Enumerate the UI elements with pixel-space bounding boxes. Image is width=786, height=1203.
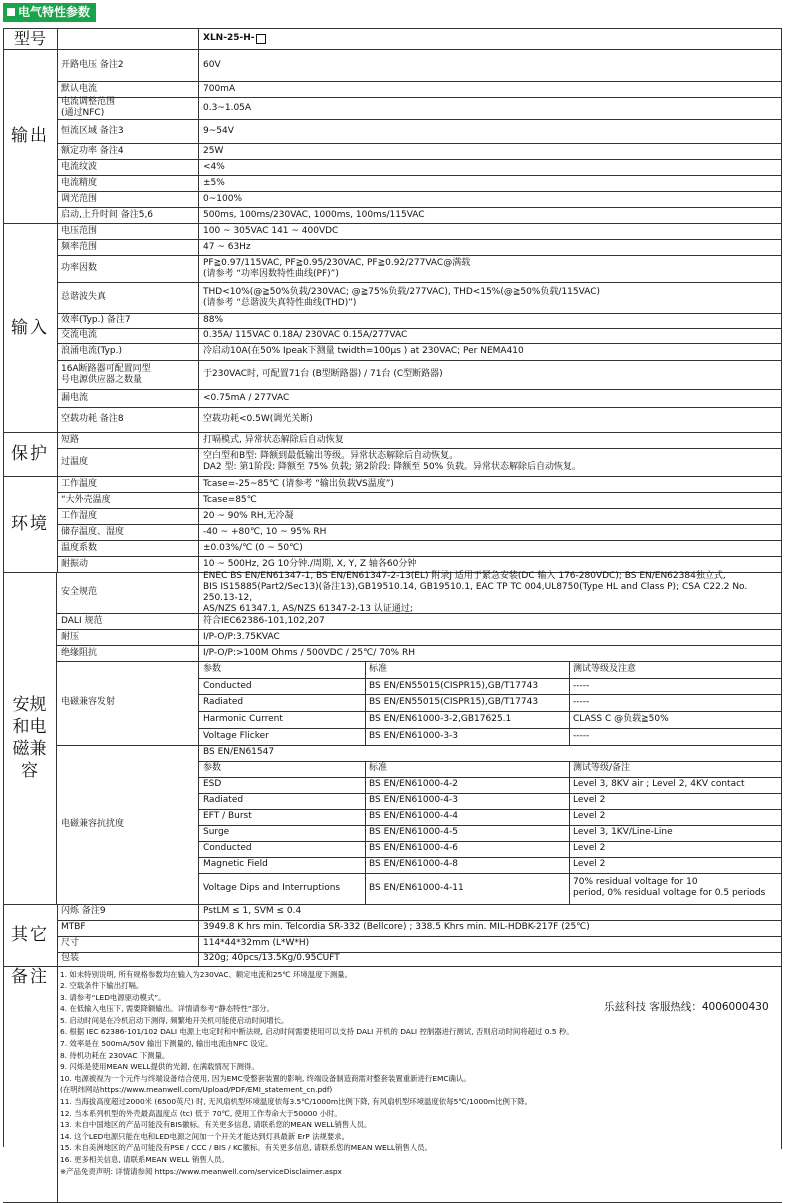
model-label: 型号 bbox=[3, 28, 58, 49]
row-label: 默认电流 bbox=[61, 83, 98, 94]
row-label: 耐振动 bbox=[61, 558, 89, 569]
ems-cell: Voltage Dips and Interruptions bbox=[203, 882, 341, 893]
ems-cell: Conducted bbox=[203, 843, 252, 853]
row-value: THD<10%(@≧50%负载/230VAC; @≧75%负载/277VAC), THD<15%(@≧50%负载/115VAC) (请参考 “总谐波失真特性曲线(THD)”) bbox=[203, 286, 600, 308]
divider bbox=[365, 809, 366, 825]
row-label: 短路 bbox=[61, 434, 80, 445]
divider bbox=[569, 825, 570, 841]
row-value: 320g; 40pcs/13.5Kg/0.95CUFT bbox=[203, 953, 340, 963]
divider bbox=[198, 432, 199, 476]
category-environment: 环境 bbox=[3, 476, 58, 572]
category-output: 输出 bbox=[3, 49, 58, 223]
section-divider bbox=[3, 966, 782, 967]
row-value: PstLM ≤ 1, SVM ≤ 0.4 bbox=[203, 906, 302, 916]
divider bbox=[569, 777, 570, 793]
ems-header-cell: 参数 bbox=[203, 763, 222, 773]
row-label: 功率因数 bbox=[61, 263, 98, 273]
ems-cell: BS EN/EN61000-4-8 bbox=[369, 859, 459, 869]
ems-header-cell: 标准 bbox=[369, 763, 388, 773]
emi-label: 电磁兼容发射 bbox=[61, 697, 116, 708]
divider bbox=[569, 761, 570, 777]
row-label: 尺寸 bbox=[61, 938, 80, 948]
row-divider bbox=[198, 793, 782, 794]
row-value: 符合IEC62386-101,102,207 bbox=[203, 615, 325, 626]
ems-cell: Level 3, 8KV air ; Level 2, 4KV contact bbox=[573, 779, 745, 789]
ems-cell: Level 2 bbox=[573, 859, 606, 869]
emi-cell: CLASS C @负载≧50% bbox=[573, 713, 669, 724]
row-value: 空载功耗<0.5W(调光关断) bbox=[203, 414, 313, 424]
row-value: 打嗝模式, 异常状态解除后自动恢复 bbox=[203, 434, 344, 445]
note-item: 10. 电源被视为一个元件与终端设备结合使用, 因为EMC受整套装置的影响, 终端设备制造商需对整套装置重新进行EMC确认。 bbox=[60, 1073, 471, 1083]
note-item: 1. 如未特别说明, 所有规格参数均在输入为230VAC、额定电流和25℃ 环境温度下测量。 bbox=[60, 969, 353, 979]
note-item: 5. 启动时间是在冷机启动下测得, 频繁地开关机可能使启动时间增长。 bbox=[60, 1015, 289, 1025]
ems-cell: Surge bbox=[203, 827, 230, 837]
ems-label: 电磁兼容抗扰度 bbox=[61, 818, 125, 829]
ems-cell: BS EN/EN61000-4-3 bbox=[369, 795, 459, 805]
row-label: 包装 bbox=[61, 953, 80, 963]
section-title: 电气特性参数 bbox=[18, 5, 91, 19]
row-value: 0.3~1.05A bbox=[203, 102, 252, 113]
ems-standard: BS EN/EN61547 bbox=[203, 747, 275, 757]
row-value: I/P-O/P:>100M Ohms / 500VDC / 25℃/ 70% RH bbox=[203, 647, 415, 658]
divider bbox=[365, 793, 366, 809]
square-icon bbox=[7, 8, 15, 16]
divider bbox=[365, 857, 366, 873]
row-label: 电压范围 bbox=[61, 225, 98, 236]
row-label: 调光范围 bbox=[61, 193, 98, 204]
note-item: 4. 在低输入电压下, 需要降额输出。详情请参考“静态特性”部分。 bbox=[60, 1004, 274, 1014]
row-value: 700mA bbox=[203, 83, 236, 94]
row-label: 工作湿度 bbox=[61, 510, 98, 521]
row-value: 88% bbox=[203, 315, 224, 325]
divider bbox=[365, 825, 366, 841]
category-safety: 安规和电磁兼容 bbox=[3, 572, 57, 904]
ems-cell: BS EN/EN61000-4-4 bbox=[369, 811, 459, 821]
row-label: 储存温度、湿度 bbox=[61, 526, 125, 537]
section-header bbox=[3, 3, 96, 22]
divider bbox=[569, 873, 570, 904]
divider bbox=[365, 661, 366, 745]
row-value: 60V bbox=[203, 59, 221, 70]
row-label: DALI 规范 bbox=[61, 615, 103, 626]
row-label: 恒流区域 备注3 bbox=[61, 125, 124, 136]
row-label: 交流电流 bbox=[61, 330, 98, 340]
divider bbox=[57, 966, 58, 1203]
row-value: 25W bbox=[203, 145, 224, 156]
emi-cell: BS EN/EN55015(CISPR15),GB/T17743 bbox=[369, 697, 539, 708]
row-value: 0.35A/ 115VAC 0.18A/ 230VAC 0.15A/277VAC bbox=[203, 330, 408, 340]
row-label: 16A断路器可配置同型 号电源供应器之数量 bbox=[61, 363, 151, 385]
note-item: 13. 未自中国地区的产品可能没有BIS徽标。有关更多信息, 请联系您的MEAN WELL销售人员。 bbox=[60, 1120, 372, 1130]
row-value: 114*44*32mm (L*W*H) bbox=[203, 938, 310, 948]
emi-header-cell: 标准 bbox=[369, 663, 388, 674]
category-other: 其它 bbox=[3, 904, 58, 966]
service-hotline: 乐兹科技 客服热线：4006000430 bbox=[604, 1001, 769, 1013]
ems-cell: Level 3, 1KV/Line-Line bbox=[573, 827, 673, 837]
emi-cell: ----- bbox=[573, 730, 590, 741]
row-divider bbox=[198, 761, 782, 762]
note-item: 11. 当海拔高度超过2000米 (6500英尺) 时, 无风扇机型环境温度依每3.5℃/1000m比例下降, 有风扇机型环境温度依每5℃/1000m比例下降。 bbox=[60, 1097, 533, 1107]
row-value: 冷启动10A(在50% Ipeak下测量 twidth=100μs ) at 230VAC; Per NEMA410 bbox=[203, 346, 524, 356]
row-divider bbox=[198, 841, 782, 842]
note-item: 2. 空载条件下输出打嗝。 bbox=[60, 981, 144, 991]
row-value: 47 ~ 63Hz bbox=[203, 241, 251, 252]
row-label: 电流纹波 bbox=[61, 161, 98, 172]
note-item: 3. 请参考“LED电源驱动模式”。 bbox=[60, 992, 166, 1002]
row-value: <4% bbox=[203, 161, 225, 172]
row-value: 10 ~ 500Hz, 2G 10分钟./周期, X, Y, Z 轴各60分钟 bbox=[203, 558, 417, 569]
table-border-top bbox=[3, 28, 782, 29]
row-value: Tcase=-25~85℃ (请参考 “输出负载VS温度”) bbox=[203, 478, 394, 489]
row-label: 启动,上升时间 备注5,6 bbox=[61, 209, 154, 220]
row-value: 3949.8 K hrs min. Telcordia SR-332 (Bellcore) ; 338.5 Khrs min. MIL-HDBK-217F (25℃) bbox=[203, 922, 590, 932]
row-value: 100 ~ 305VAC 141 ~ 400VDC bbox=[203, 225, 339, 236]
note-item: ※产品免责声明: 详情请参阅 https://www.meanwell.com/serviceDisclaimer.aspx bbox=[60, 1166, 342, 1176]
row-label: MTBF bbox=[61, 922, 86, 932]
emi-cell: ----- bbox=[573, 680, 590, 691]
row-label: 闪烁 备注9 bbox=[61, 906, 106, 916]
divider bbox=[198, 572, 199, 661]
ems-cell: BS EN/EN61000-4-5 bbox=[369, 827, 459, 837]
divider bbox=[365, 841, 366, 857]
ems-cell: BS EN/EN61000-4-6 bbox=[369, 843, 459, 853]
emi-cell: BS EN/EN61000-3-3 bbox=[369, 730, 459, 741]
ems-cell: BS EN/EN61000-4-11 bbox=[369, 882, 464, 893]
divider bbox=[198, 904, 199, 966]
note-item: 7. 效率是在 500mA/50V 输出下测量的, 输出电流由NFC 设定。 bbox=[60, 1039, 273, 1049]
row-value: 20 ~ 90% RH,无冷凝 bbox=[203, 510, 294, 521]
row-label: “大外壳温度 bbox=[61, 494, 111, 505]
row-label: 频率范围 bbox=[61, 241, 98, 252]
ems-cell: ESD bbox=[203, 779, 222, 789]
ems-cell: Level 2 bbox=[573, 811, 606, 821]
row-value: PF≧0.97/115VAC, PF≧0.95/230VAC, PF≧0.92/277VAC@满载 (请参考 “功率因数特性曲线(PF)”) bbox=[203, 257, 471, 279]
row-value: ±5% bbox=[203, 177, 225, 188]
emi-cell: BS EN/EN55015(CISPR15),GB/T17743 bbox=[369, 680, 539, 691]
emi-header-cell: 参数 bbox=[203, 663, 222, 674]
note-item: 15. 未自美洲地区的产品可能没有PSE / CCC / BIS / KC徽标。有关更多信息, 请联系您的MEAN WELL销售人员。 bbox=[60, 1143, 432, 1153]
row-label: 浪涌电流(Typ.) bbox=[61, 346, 123, 356]
row-value: 0~100% bbox=[203, 193, 242, 204]
row-label: 效率(Typ.) 备注7 bbox=[61, 315, 131, 325]
notes-list bbox=[60, 969, 574, 1178]
row-label: 总谐波失真 bbox=[61, 292, 107, 302]
divider bbox=[569, 661, 570, 745]
emi-cell: BS EN/EN61000-3-2,GB17625.1 bbox=[369, 713, 512, 724]
ems-header-cell: 测试等级/备注 bbox=[573, 763, 631, 773]
ems-cell: EFT / Burst bbox=[203, 811, 252, 821]
row-value: I/P-O/P:3.75KVAC bbox=[203, 631, 280, 642]
row-value: <0.75mA / 277VAC bbox=[203, 392, 290, 403]
ems-cell: BS EN/EN61000-4-2 bbox=[369, 779, 459, 789]
row-label: 额定功率 备注4 bbox=[61, 145, 124, 156]
emi-cell: Voltage Flicker bbox=[203, 730, 269, 741]
row-value: 9~54V bbox=[203, 125, 234, 136]
emi-cell: ----- bbox=[573, 697, 590, 708]
category-protection: 保护 bbox=[3, 432, 58, 476]
row-divider bbox=[198, 825, 782, 826]
row-value: ±0.03%/℃ (0 ~ 50℃) bbox=[203, 542, 303, 553]
row-value: ENEC BS EN/EN61347-1, BS EN/EN61347-2-13(EL) 附录J 适用于紧急安装(DC 输入 176-280VDC); BS EN/EN62384独立式, BIS IS15885(Part2/Sec13)(备注13),GB19510.14, GB19510.1, EAC TP TC 004,UL8750(Type HL and Class P); CSA C22.2 No. 250.13-12, AS/NZS 61347.1, AS/NZS 61347-2-13 认证通过; bbox=[203, 570, 748, 614]
row-value: 于230VAC时, 可配置71台 (B型断路器) / 71台 (C型断路器) bbox=[203, 369, 443, 379]
emi-cell: Conducted bbox=[203, 680, 252, 691]
row-label: 过温度 bbox=[61, 456, 89, 467]
ems-cell: Level 2 bbox=[573, 795, 606, 805]
row-label: 开路电压 备注2 bbox=[61, 59, 124, 70]
category-input: 输入 bbox=[3, 223, 58, 432]
emi-header-cell: 测试等级及注意 bbox=[573, 663, 637, 674]
divider bbox=[569, 793, 570, 809]
divider bbox=[365, 761, 366, 777]
row-divider bbox=[198, 857, 782, 858]
note-item: 8. 待机功耗在 230VAC 下测量。 bbox=[60, 1050, 170, 1060]
model-value: XLN-25-H- bbox=[203, 28, 266, 49]
row-label: 温度系数 bbox=[61, 542, 98, 553]
checkbox-icon bbox=[256, 34, 266, 44]
row-divider bbox=[198, 728, 782, 729]
category-notes: 备注 bbox=[3, 966, 58, 996]
ems-cell: Magnetic Field bbox=[203, 859, 268, 869]
row-label: 安全规范 bbox=[61, 587, 98, 597]
divider bbox=[365, 873, 366, 904]
emi-cell: Radiated bbox=[203, 697, 244, 708]
note-item: 14. 这个LED电源只能在电和LED电源之间加一个开关才能达到灯具最新 ErP 法规要求。 bbox=[60, 1131, 350, 1141]
row-label: 漏电流 bbox=[61, 392, 89, 403]
divider bbox=[569, 809, 570, 825]
row-value: -40 ~ +80℃, 10 ~ 95% RH bbox=[203, 526, 327, 537]
divider bbox=[198, 49, 199, 223]
row-label: 电流调整范围 (通过NFC) bbox=[61, 97, 116, 118]
divider bbox=[365, 777, 366, 793]
row-value: 空白型和B型: 降额到最低输出等级。异常状态解除后自动恢复。 DA2 型: 第1阶段: 降额至 75% 负载; 第2阶段: 降额至 50% 负载。异常状态解除后自动恢复。 bbox=[203, 451, 581, 472]
row-value: 500ms, 100ms/230VAC, 1000ms, 100ms/115VAC bbox=[203, 209, 425, 220]
row-label: 耐压 bbox=[61, 631, 80, 642]
ems-cell: 70% residual voltage for 10 period, 0% residual voltage for 0.5 periods bbox=[573, 877, 766, 898]
note-item: 9. 闪烁是使用MEAN WELL提供的光源, 在满载情况下测得。 bbox=[60, 1062, 259, 1072]
note-item: 16. 更多相关信息, 请联系MEAN WELL 销售人员。 bbox=[60, 1155, 229, 1164]
row-value: Tcase=85℃ bbox=[203, 494, 257, 505]
emi-cell: Harmonic Current bbox=[203, 713, 283, 724]
note-item: (在明纬网站https://www.meanwell.com/Upload/PDF/EMI_statement_cn.pdf) bbox=[60, 1085, 333, 1095]
ems-cell: Level 2 bbox=[573, 843, 606, 853]
divider bbox=[198, 28, 199, 49]
divider bbox=[198, 661, 199, 745]
note-item: 6. 根据 IEC 62386-101/102 DALI 电源上电定时和中断法规, 启动时间需要使用可以支持 DALI 开机的 DALI 控制器进行测试, 否则启动时间将超过 0.5 秒。 bbox=[60, 1027, 574, 1037]
row-label: 电流精度 bbox=[61, 177, 98, 188]
row-divider bbox=[198, 809, 782, 810]
row-label: 工作温度 bbox=[61, 478, 98, 489]
note-item: 12. 当本系列机型的外壳最高温度点 (tc) 低于 70℃, 使用工作寿命大于50000 小时。 bbox=[60, 1108, 342, 1118]
ems-cell: Radiated bbox=[203, 795, 244, 805]
row-label: 绝缘阻抗 bbox=[61, 647, 98, 658]
row-label: 空载功耗 备注8 bbox=[61, 414, 124, 424]
divider bbox=[569, 841, 570, 857]
divider bbox=[569, 857, 570, 873]
